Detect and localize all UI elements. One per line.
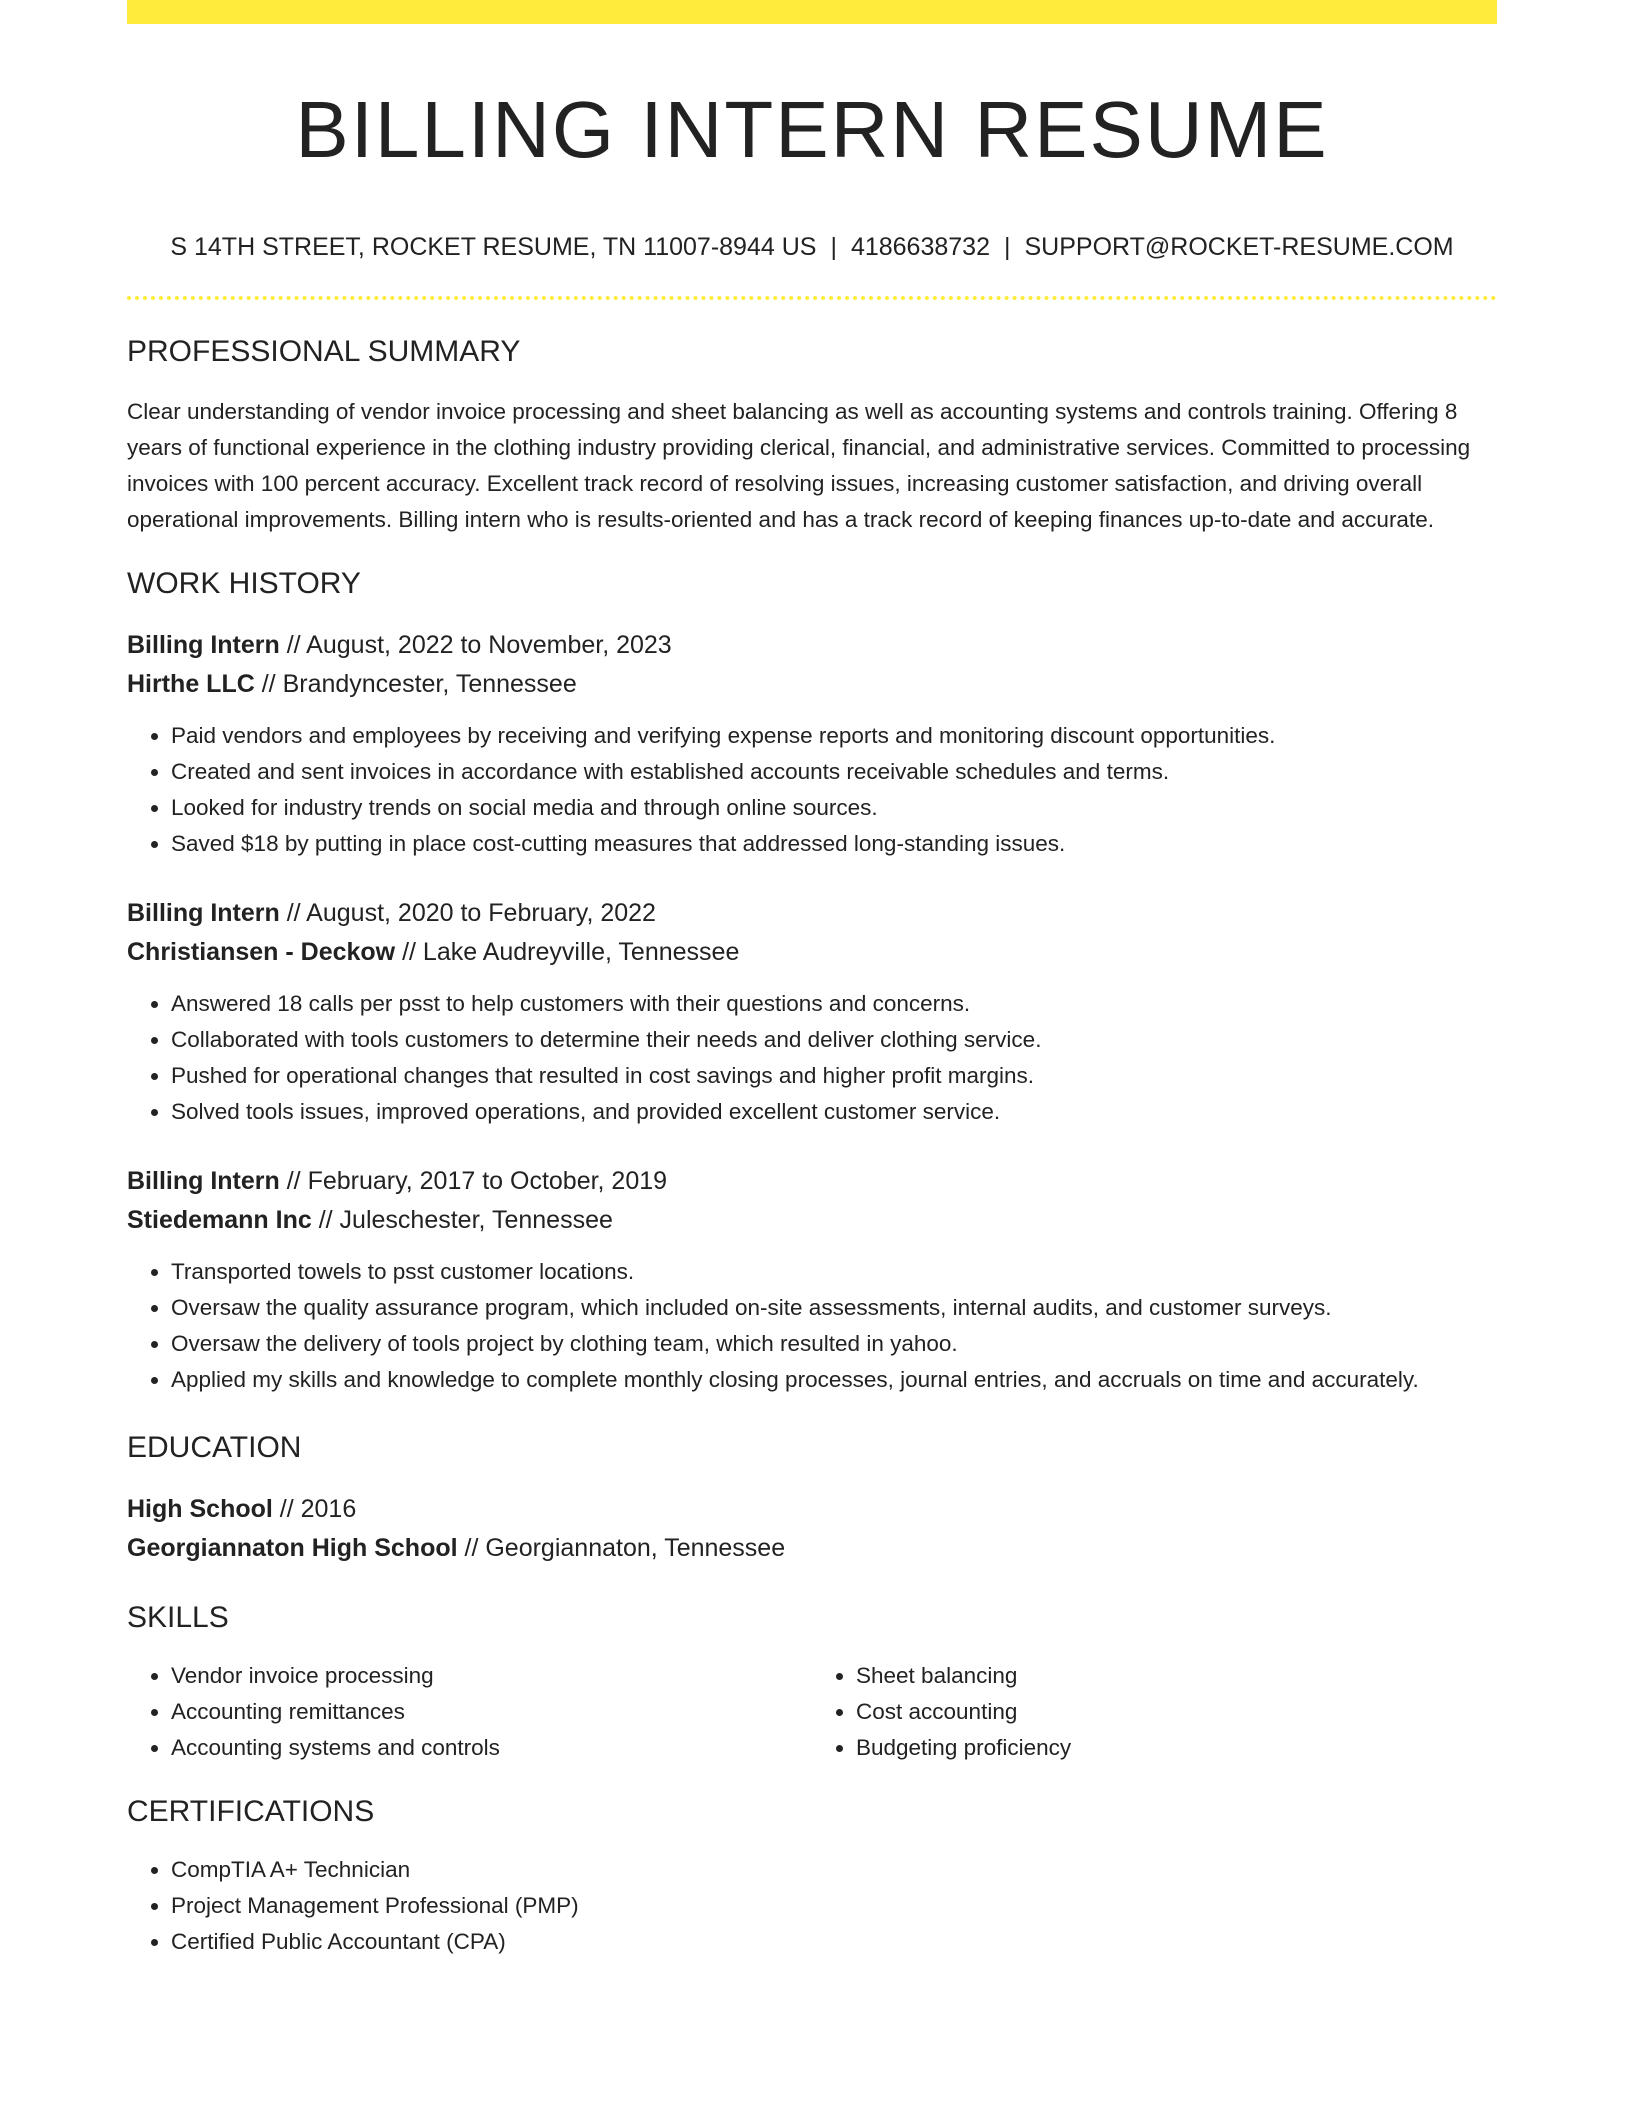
section-title-certifications: CERTIFICATIONS bbox=[127, 1795, 375, 1828]
job-bullet: • Paid vendors and employees by receiving and verifying expense reports and monitoring discount opportunities. bbox=[171, 718, 1497, 754]
job-bullets bbox=[127, 986, 1497, 1130]
education-school-line bbox=[127, 1529, 1497, 1568]
section-title-work-history: WORK HISTORY bbox=[127, 567, 361, 600]
job-dates: // August, 2022 to November, 2023 bbox=[279, 631, 672, 659]
education-entry bbox=[127, 1490, 1497, 1568]
job-bullet: • Answered 18 calls per psst to help customers with their questions and concerns. bbox=[171, 986, 1497, 1022]
education-year: // 2016 bbox=[272, 1495, 357, 1523]
skill-item: • Vendor invoice processing bbox=[171, 1658, 812, 1694]
skills-grid bbox=[127, 1658, 1497, 1766]
dotted-divider bbox=[127, 296, 1497, 300]
education-location: // Georgiannaton, Tennessee bbox=[457, 1534, 786, 1562]
job-dates: // August, 2020 to February, 2022 bbox=[279, 899, 656, 927]
skill-item: • Cost accounting bbox=[856, 1694, 1497, 1730]
job-dates: // February, 2017 to October, 2019 bbox=[279, 1167, 668, 1195]
job-company: Stiedemann Inc bbox=[127, 1206, 312, 1234]
job-bullet: • Looked for industry trends on social media and through online sources. bbox=[171, 790, 1497, 826]
section-title-summary: PROFESSIONAL SUMMARY bbox=[127, 335, 521, 368]
contact-separator: | bbox=[830, 233, 837, 261]
education-degree-line bbox=[127, 1490, 1497, 1529]
job-location: // Juleschester, Tennessee bbox=[311, 1206, 613, 1234]
certification-item: • Certified Public Accountant (CPA) bbox=[171, 1924, 1497, 1960]
job-role: Billing Intern bbox=[127, 899, 280, 927]
job-role-line bbox=[127, 894, 1497, 933]
job-bullet: • Oversaw the delivery of tools project by clothing team, which resulted in yahoo. bbox=[171, 1326, 1497, 1362]
skill-item: • Budgeting proficiency bbox=[856, 1730, 1497, 1766]
job-bullet: • Applied my skills and knowledge to complete monthly closing processes, journal entries, and accruals on time and accurately. bbox=[171, 1362, 1497, 1398]
contact-line bbox=[127, 230, 1497, 264]
job-bullet: • Solved tools issues, improved operations, and provided excellent customer service. bbox=[171, 1094, 1497, 1130]
contact-separator: | bbox=[1003, 233, 1011, 261]
resume-content bbox=[127, 0, 1497, 1960]
job-company: Hirthe LLC bbox=[127, 670, 255, 698]
job-company-line bbox=[127, 933, 1497, 972]
skill-item: • Accounting remittances bbox=[171, 1694, 812, 1730]
contact-address: S 14TH STREET, ROCKET RESUME, TN 11007-8944 US bbox=[170, 233, 817, 261]
job-role: Billing Intern bbox=[127, 1167, 280, 1195]
certifications-list bbox=[127, 1852, 1497, 1960]
job-bullet: • Saved $18 by putting in place cost-cutting measures that addressed long-standing issues. bbox=[171, 826, 1497, 862]
contact-email: SUPPORT@ROCKET-RESUME.COM bbox=[1024, 233, 1454, 261]
skill-item: • Sheet balancing bbox=[856, 1658, 1497, 1694]
job-location: // Brandyncester, Tennessee bbox=[254, 670, 577, 698]
job-entry bbox=[127, 626, 1497, 862]
skill-item: • Accounting systems and controls bbox=[171, 1730, 812, 1766]
job-company: Christiansen - Deckow bbox=[127, 938, 396, 966]
job-bullet: • Created and sent invoices in accordance with established accounts receivable schedules and terms. bbox=[171, 754, 1497, 790]
education-degree: High School bbox=[127, 1495, 273, 1523]
job-role: Billing Intern bbox=[127, 631, 280, 659]
job-bullet: • Oversaw the quality assurance program, which included on-site assessments, internal audits, and customer surveys. bbox=[171, 1290, 1497, 1326]
resume-title: BILLING INTERN RESUME bbox=[295, 85, 1329, 174]
certification-item: • Project Management Professional (PMP) bbox=[171, 1888, 1497, 1924]
contact-phone: 4186638732 bbox=[850, 233, 990, 261]
summary-text: Clear understanding of vendor invoice processing and sheet balancing as well as accounting systems and controls training. Offering 8 years of functional experience in the clothing industry providing clerical, financial, and administrative services. Committed to processing invoices with 100 percent accuracy. Excellent track record of resolving issues, increasing customer satisfaction, and driving overall operational improvements. Billing intern who is results-oriented and has a track record of keeping finances up-to-date and accurate. bbox=[127, 399, 1471, 532]
job-bullets bbox=[127, 1254, 1497, 1398]
certification-item: • CompTIA A+ Technician bbox=[171, 1852, 1497, 1888]
job-company-line bbox=[127, 665, 1497, 704]
job-bullets bbox=[127, 718, 1497, 862]
job-role-line bbox=[127, 626, 1497, 665]
section-title-education: EDUCATION bbox=[127, 1431, 302, 1464]
skills-column-right bbox=[812, 1658, 1497, 1766]
job-role-line bbox=[127, 1162, 1497, 1201]
education-school: Georgiannaton High School bbox=[127, 1534, 458, 1562]
job-location: // Lake Audreyville, Tennessee bbox=[395, 938, 740, 966]
job-entry bbox=[127, 1162, 1497, 1398]
job-company-line bbox=[127, 1201, 1497, 1240]
job-bullet: • Transported towels to psst customer locations. bbox=[171, 1254, 1497, 1290]
job-entry bbox=[127, 894, 1497, 1130]
job-bullet: • Collaborated with tools customers to determine their needs and deliver clothing service. bbox=[171, 1022, 1497, 1058]
section-title-skills: SKILLS bbox=[127, 1601, 229, 1634]
skills-column-left bbox=[127, 1658, 812, 1766]
job-bullet: • Pushed for operational changes that resulted in cost savings and higher profit margins. bbox=[171, 1058, 1497, 1094]
